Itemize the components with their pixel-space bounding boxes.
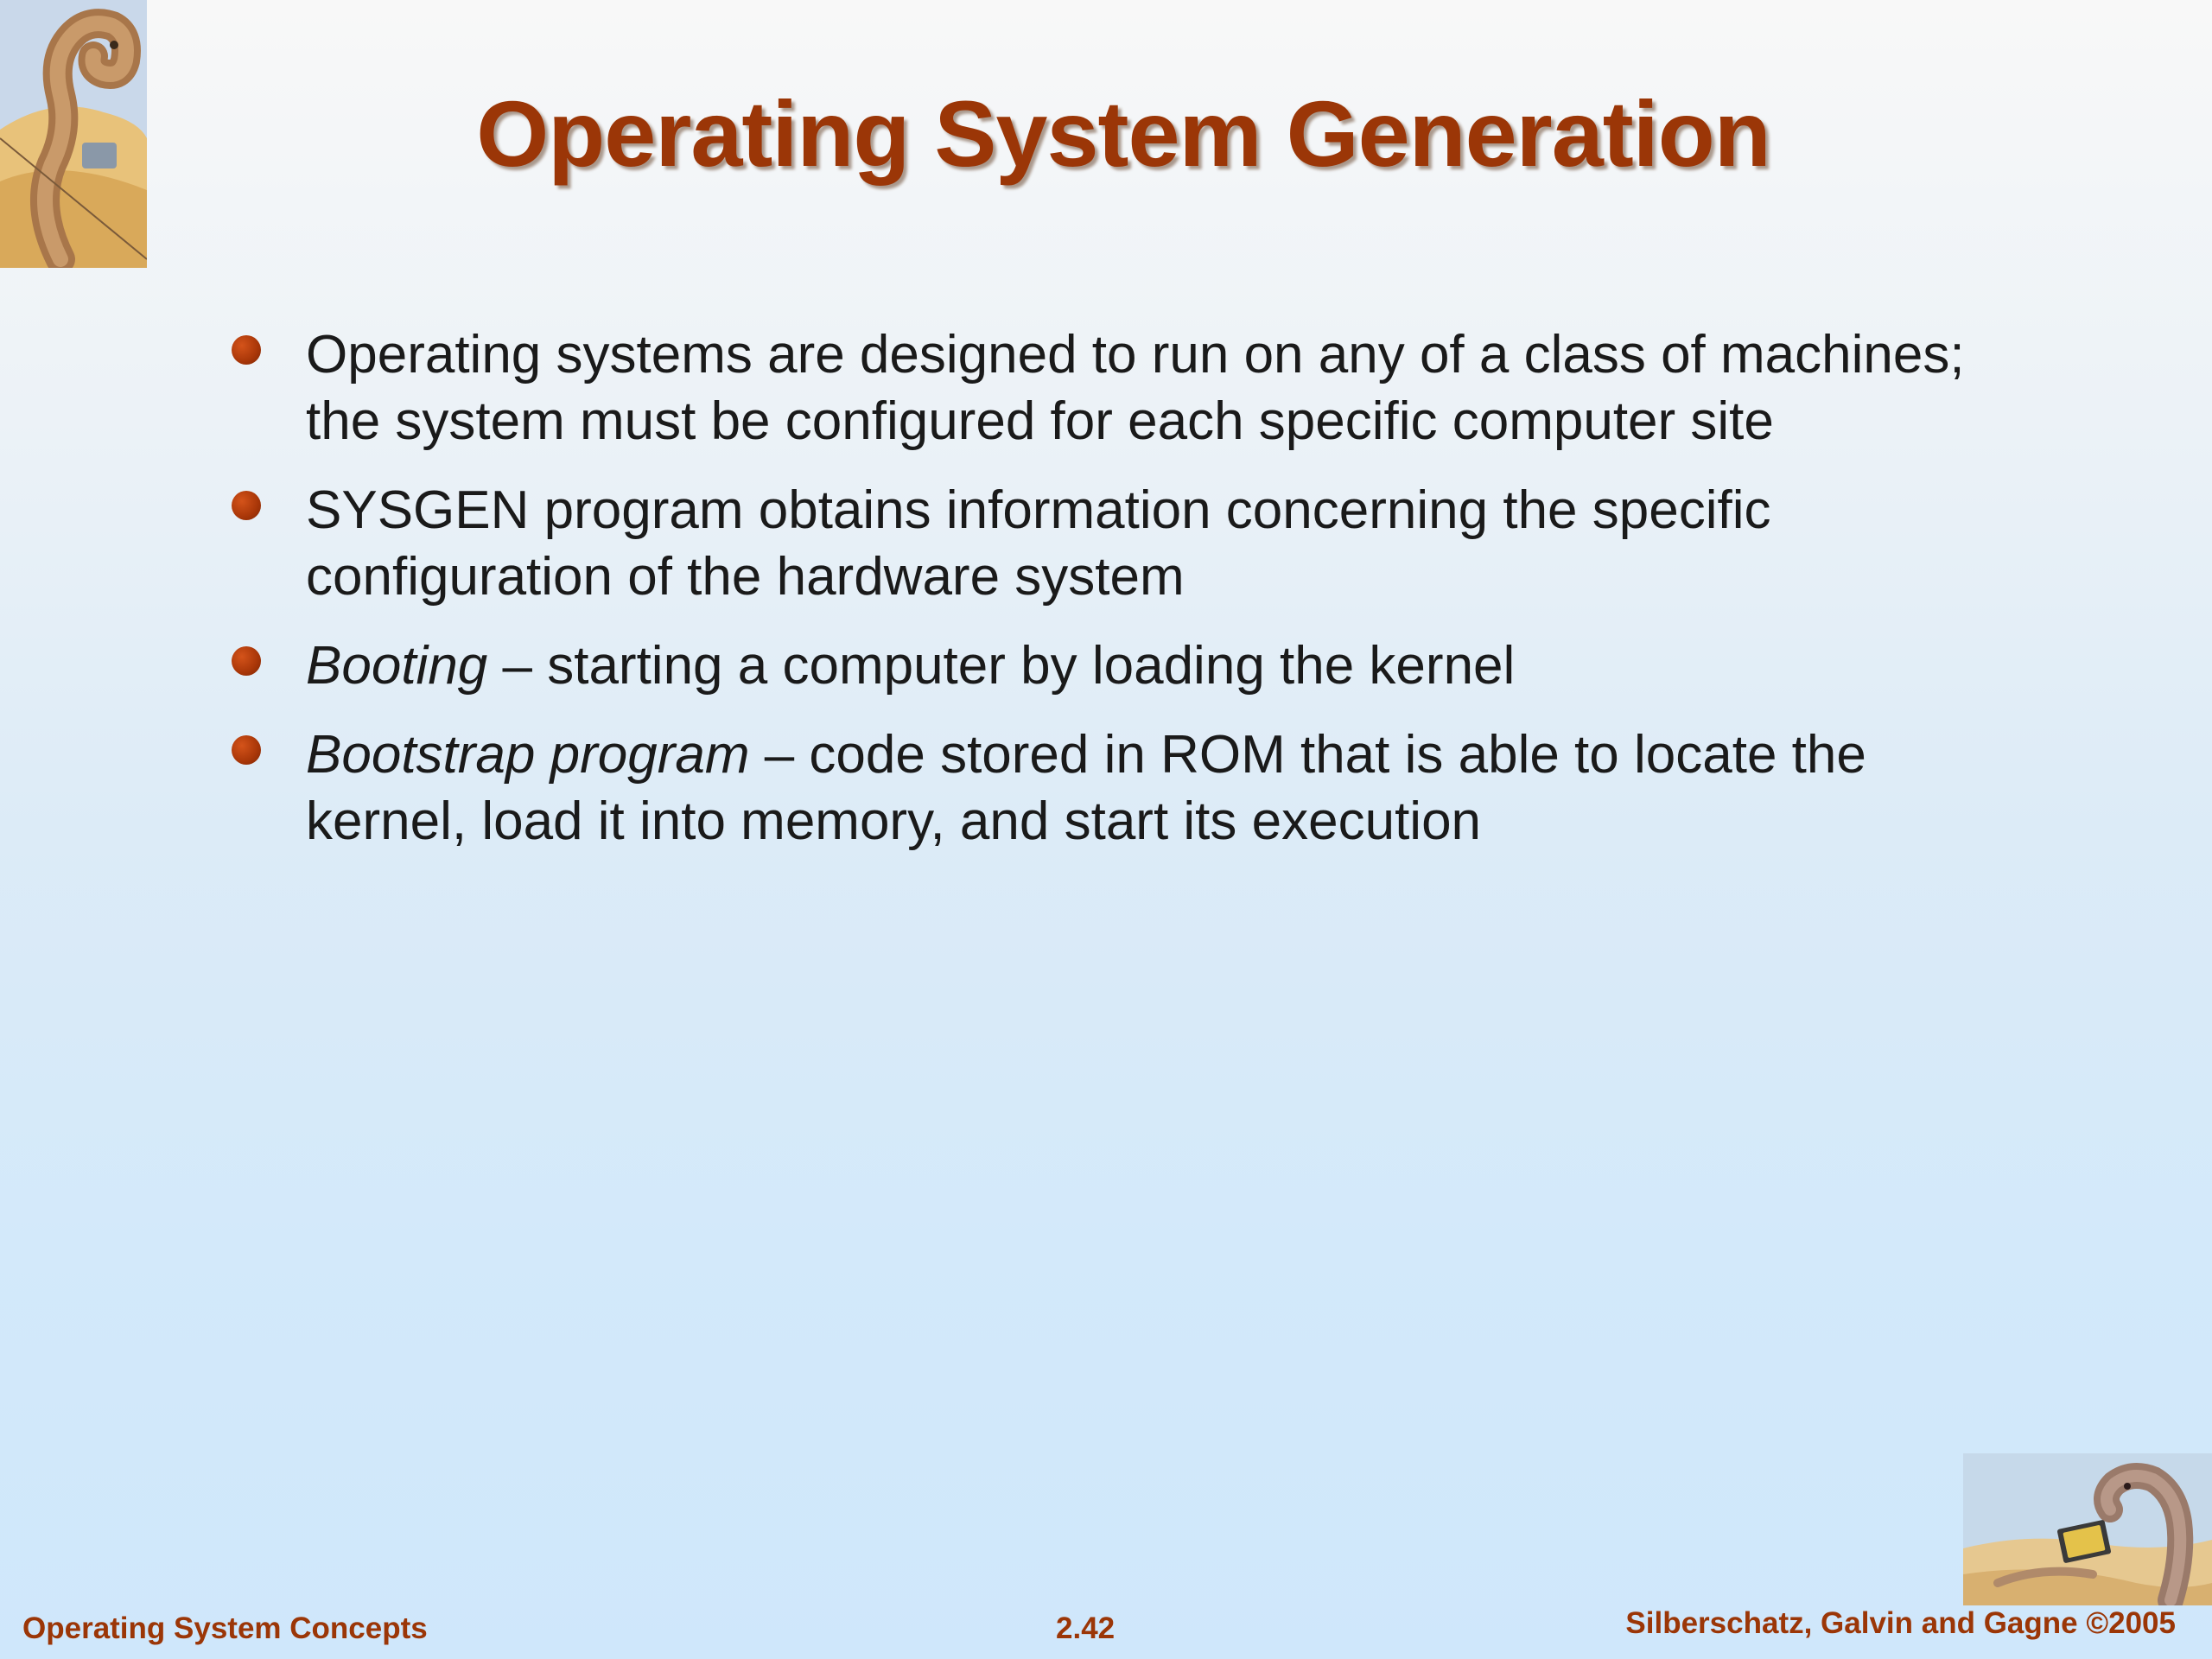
bullet-item (225, 321, 2039, 454)
dinosaur-laptop-illustration (1963, 1453, 2212, 1605)
bullet-term: Bootstrap program (306, 725, 750, 785)
bullet-list (225, 321, 2039, 877)
bullet-text: – starting a computer by loading the kernel (487, 636, 1516, 696)
bullet-item (225, 721, 2039, 855)
bullet-text: – code stored in ROM that is able to locate the kernel, load it into memory, and start its execution (306, 725, 1866, 851)
bullet-item (225, 632, 2039, 699)
bullet-text: Operating systems are designed to run on any of a class of machines; the system must be configured for each specific computer site (306, 325, 1965, 451)
bullet-dot-icon (232, 735, 261, 765)
bullet-term: Booting (306, 636, 488, 696)
bullet-item (225, 477, 2039, 610)
footer-copyright: Silberschatz, Galvin and Gagne ©2005 (1625, 1606, 2176, 1640)
bullet-dot-icon (232, 646, 261, 676)
bullet-dot-icon (232, 335, 261, 365)
footer-page-number: 2.42 (1056, 1611, 1116, 1645)
footer-course-title: Operating System Concepts (22, 1611, 428, 1645)
bullet-dot-icon (232, 491, 261, 520)
slide-title: Operating System Generation (476, 81, 1770, 186)
bullet-text: SYSGEN program obtains information concerning the specific configuration of the hardware system (306, 480, 1771, 607)
